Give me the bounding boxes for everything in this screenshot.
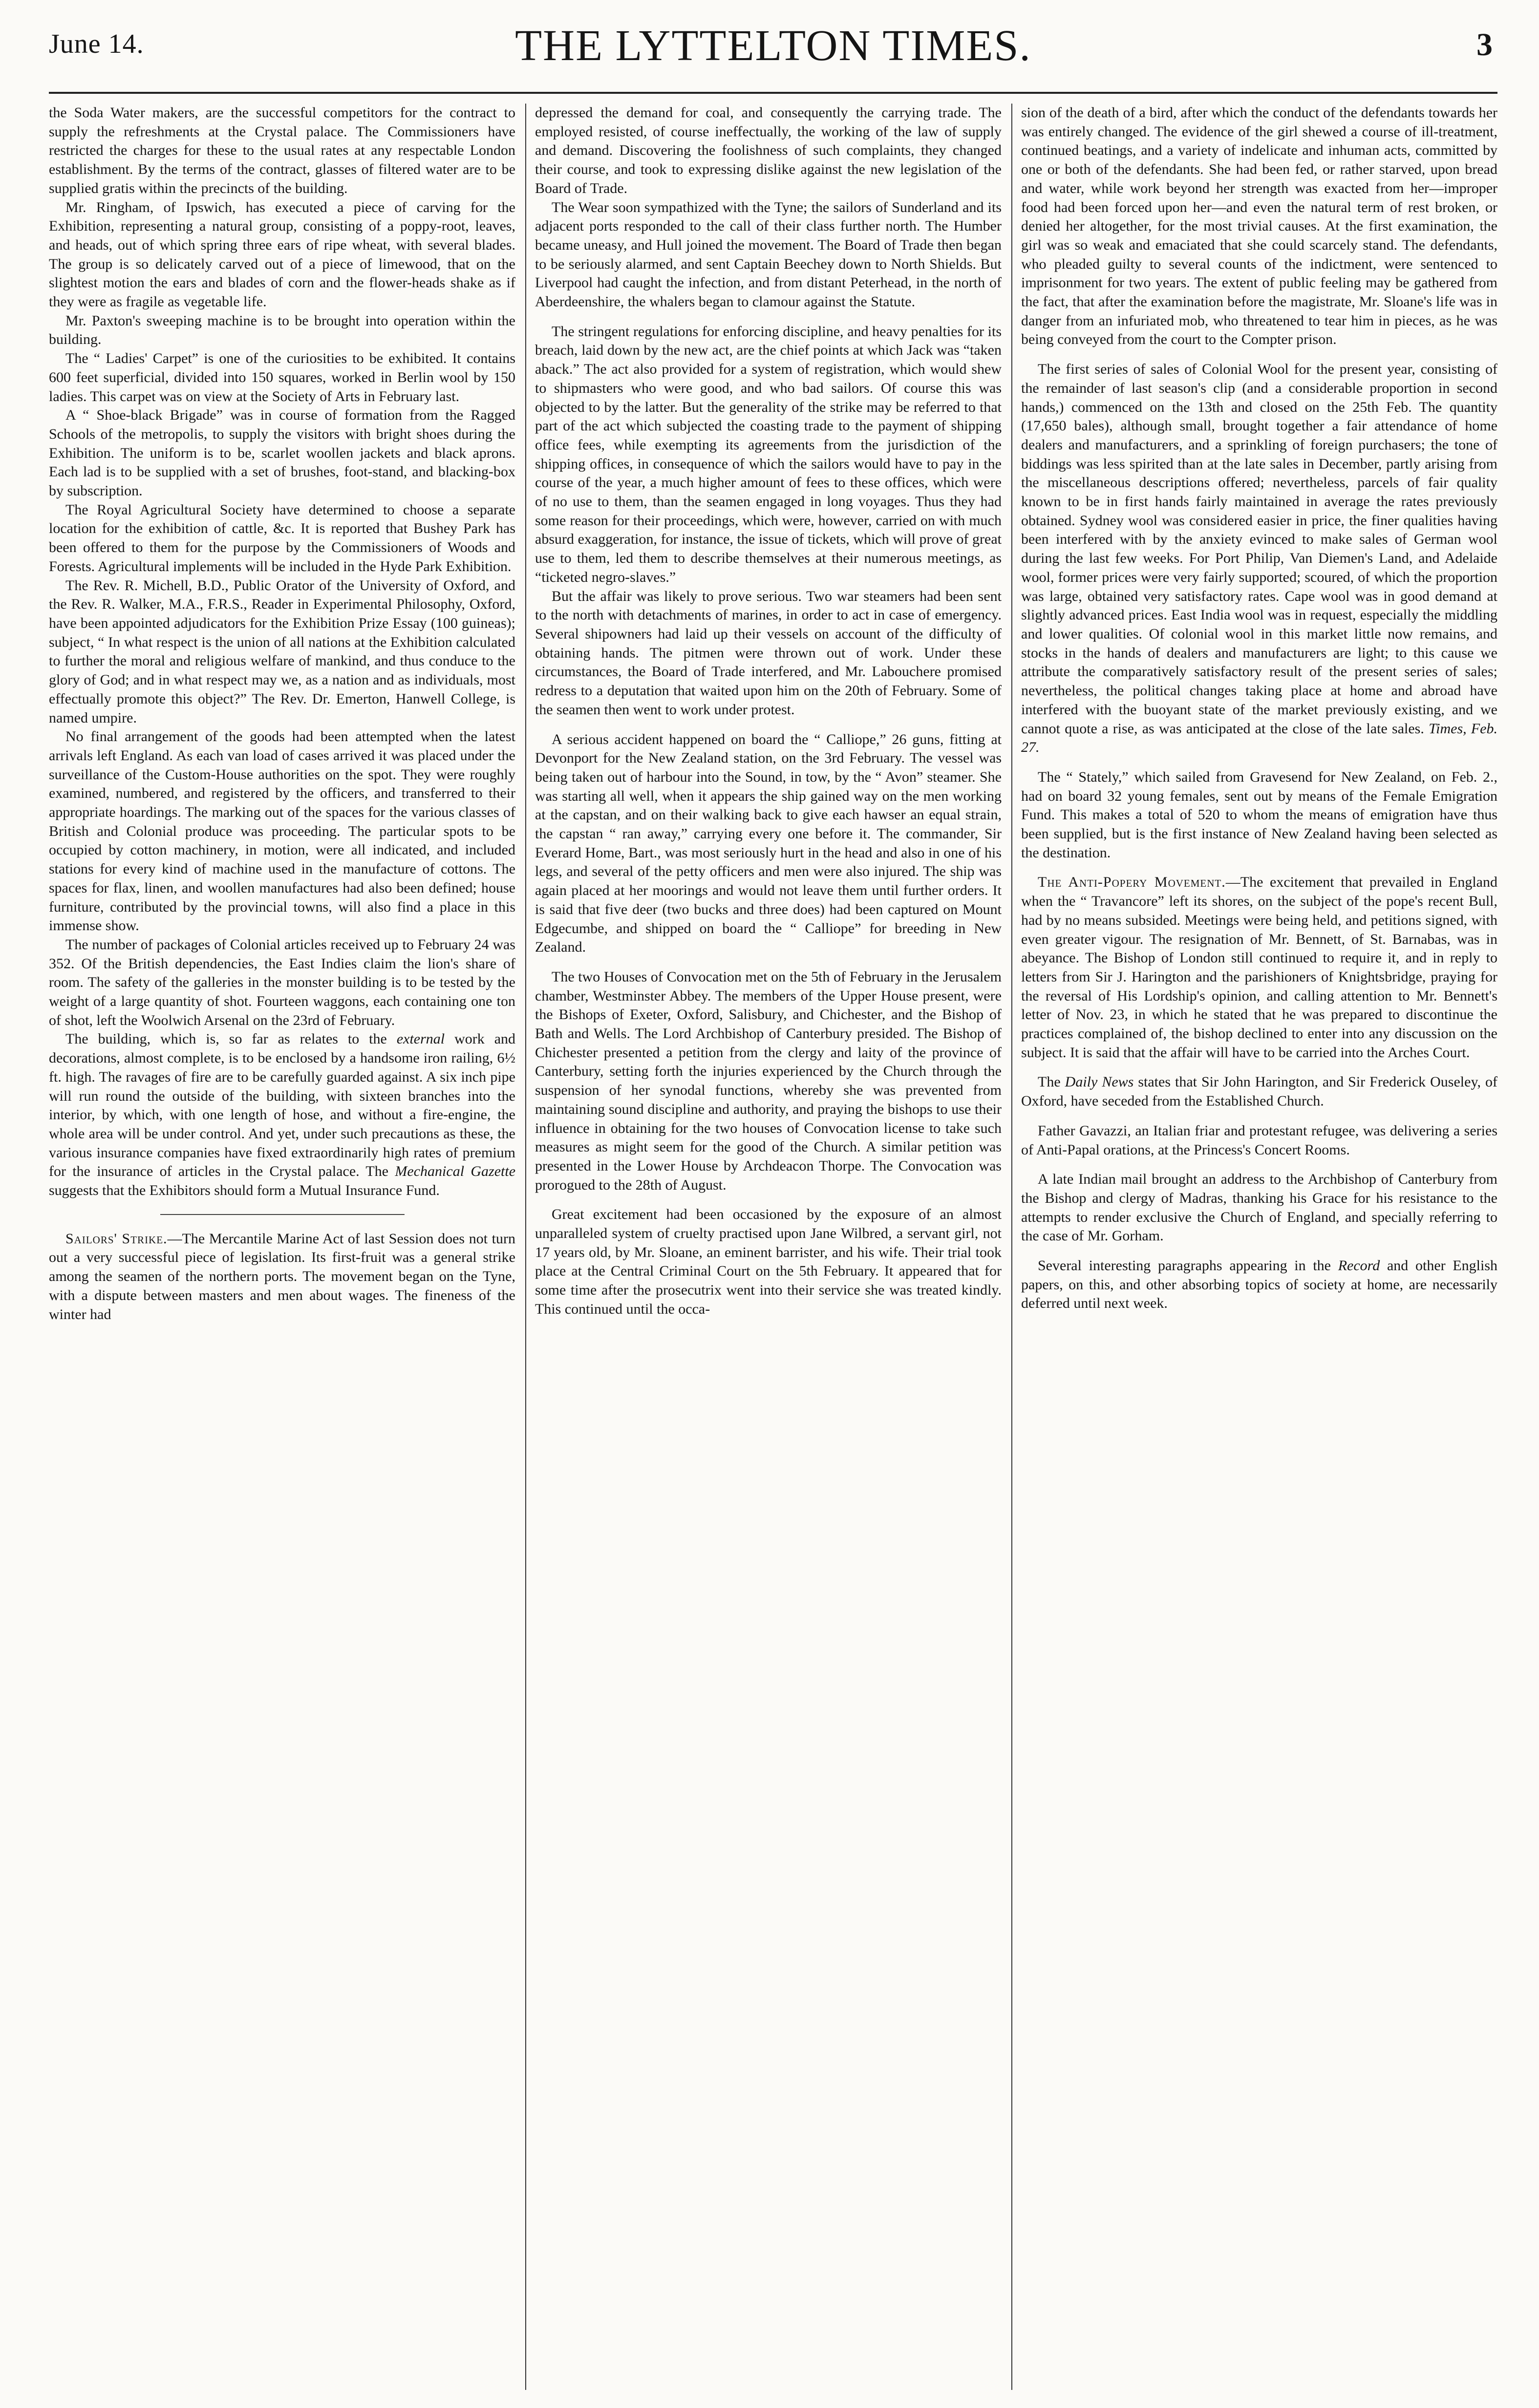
- section-heading: The Anti-Popery Movement.: [1038, 874, 1226, 891]
- article-sailors-strike: Sailors' Strike.—The Mercantile Marine Act of last Session does not turn out a very successful piece of legislation. Its first-fruit was a general strike among the seamen of the northern ports. The movement began on the Tyne, with a dispute between masters and men about wages. The fineness of the winter had: [49, 1230, 515, 1322]
- article-strike-continued: depressed the demand for coal, and consequently the carrying trade. The employed resisted, of course ineffectually, the working of the law of supply and demand. Discovering the foolishness of such complaints, they changed their course, and took to expressing dislike against the new legislation of the Board of Trade.: [535, 105, 1002, 196]
- masthead-rule: [49, 92, 1497, 94]
- article-indian-mail: A late Indian mail brought an address to the Archbishop of Canterbury from the Bishop and clergy of Madras, thanking his Grace for his resistance to the attempts to render exclusive the Church of England, and specially referring to the case of Mr. Gorham.: [1021, 1171, 1497, 1244]
- column-rule-2: [1011, 104, 1012, 2390]
- article-prize-essay: The Rev. R. Michell, B.D., Public Orator of the University of Oxford, and the Rev. R. Walker, M.A., F.R.S., Reader in Experimental Philosophy, Oxford, have been appointed adjudicators for the Exhibition Prize Essay (100 guineas); subject, “ In what respect is the union of all nations at the Exhibition calculated to further the moral and religious welfare of mankind, and thus conduce to the glory of God; and in what respect may we, as a nation and as individuals, most effectually promote this object?” The Rev. Dr. Emerton, Hanwell College, is named umpire.: [49, 577, 515, 726]
- article-gavazzi: Father Gavazzi, an Italian friar and protestant refugee, was delivering a series of Anti-Papal orations, at the Princess's Concert Rooms.: [1021, 1122, 1497, 1158]
- column-1: [49, 104, 515, 2390]
- article-deferred-paragraphs: Several interesting paragraphs appearing in the Record and other English papers, on this, and other absorbing topics of society at home, are necessarily deferred until next week.: [1021, 1257, 1497, 1312]
- article-ringham-carving: Mr. Ringham, of Ipswich, has executed a piece of carving for the Exhibition, representing a natural group, consisting of a poppy-root, leaves, and heads, out of which spring three ears of ripe wheat, with several blades. The group is so delicately carved out of a piece of limewood, that on the slightest motion the ears and blades of corn and the flower-heads shake as if they were as fragile as vegetable life.: [49, 199, 515, 310]
- article-wear-tyne: The Wear soon sympathized with the Tyne; the sailors of Sunderland and its adjacent ports responded to the call of their class further north. The Humber became uneasy, and Hull joined the movement. The Board of Trade then began to be seriously alarmed, and sent Captain Beechey down to North Shields. But Liverpool had caught the infection, and from distant Peterhead, in the north of Aberdeenshire, the whalers began to clamour against the Statute.: [535, 199, 1002, 310]
- article-stringent-regulations: The stringent regulations for enforcing discipline, and heavy penalties for its breach, laid down by the new act, are the chief points at which Jack was “taken aback.” The act also provided for a system of registration, which would shew to shipmasters who were good, and who bad sailors. Of course this was objected to by the latter. But the generality of the strike may be referred to that part of the act which subjected the coasting trade to the payment of shipping office fees, while exempting its agreements from the jurisdiction of the shipping offices, in consequence of which the sailors would have to pay in the course of the year, a much higher amount of fees to these offices, which were of no use to them, than the seamen engaged in long voyages. Thus they had some reason for their proceedings, which were, however, carried on with much absurd exaggeration, for instance, the issue of tickets, which will prove of great use to them, led them to describe themselves at their numerous meetings, as “ticketed negro-slaves.”: [535, 323, 1002, 585]
- article-colonial-wool: The first series of sales of Colonial Wool for the present year, consisting of the remainder of last season's clip (and a considerable proportion in second hands,) commenced on the 13th and closed on the 25th Feb. The quantity (17,650 bales), although small, brought together a fair attendance of home dealers and manufacturers, and a sprinkling of foreign purchasers; the tone of biddings was less spirited than at the late sales in December, partly arising from the miscellaneous descriptions offered; nevertheless, parcels of fair quality known to be in first hands fairly maintained in average the rates previously obtained. Sydney wool was considered easier in price, the finer qualities having been interfered with by the anxiety evinced to make sales of German wool during the last few weeks. For Port Philip, Van Diemen's Land, and Adelaide wool, former prices were very fairly supported; scoured, of which the proportion was large, obtained very satisfactory rates. Cape wool was in good demand at slightly advanced prices. East India wool was in request, especially the middling and lower qualities. Of colonial wool in this market little now remains, and stocks in the hands of dealers and manufacturers are light; to this cause we attribute the comparatively satisfactory result of the present series of sales; nevertheless, the political changes taking place at home and abroad have interfered with the buoyant state of the market previously existing, and we cannot quote a rise, as was anticipated at the close of the late sales. Times, Feb. 27.: [1021, 361, 1497, 756]
- article-agricultural-society: The Royal Agricultural Society have determined to choose a separate location for the exhibition of cattle, &c. It is reported that Bushey Park has been offered to them for the purpose by the Commissioners of Woods and Forests. Agricultural implements will be included in the Hyde Park Exhibition.: [49, 501, 515, 575]
- column-rule-1: [525, 104, 526, 2390]
- article-source: Times, Feb. 27.: [1021, 720, 1497, 756]
- section-heading: Sailors' Strike.: [65, 1230, 168, 1247]
- article-convocation: The two Houses of Convocation met on the 5th of February in the Jerusalem chamber, Westminster Abbey. The members of the Upper House present, were the Bishops of Exeter, Oxford, Salisbury, and Chichester, and the Bishop of Bath and Wells. The Lord Archbishop of Canterbury presided. The Bishop of Chichester presented a petition from the clergy and laity of the province of Canterbury, setting forth the injuries experienced by the Church through the suspension of her synodal functions, whereby she was prevented from maintaining sound discipline and authority, and praying the bishops to use their influence in obtaining for the two houses of Convocation license to take such measures as might seem for the good of the Church. A similar petition was presented in the Lower House by Archdeacon Thorpe. The Convocation was prorogued to the 28th of August.: [535, 968, 1002, 1193]
- article-paxton-machine: Mr. Paxton's sweeping machine is to be brought into operation within the building.: [49, 312, 515, 348]
- article-daily-news: The Daily News states that Sir John Harington, and Sir Frederick Ouseley, of Oxford, have seceded from the Established Church.: [1021, 1074, 1497, 1109]
- article-affair-serious: But the affair was likely to prove serious. Two war steamers had been sent to the north with detachments of marines, in order to act in case of emergency. Several shipowners had laid up their vessels on account of the difficulty of obtaining hands. The pitmen were thrown out of work. Under these circumstances, the Board of Trade interfered, and Mr. Labouchere promised redress to a deputation that waited upon him on the 20th of February. Some of the seamen then went to work under protest.: [535, 588, 1002, 718]
- page-number: 3: [1476, 27, 1493, 63]
- section-divider: [160, 1214, 405, 1215]
- article-ladies-carpet: The “ Ladies' Carpet” is one of the curiosities to be exhibited. It contains 600 feet superficial, divided into 150 squares, worked in Berlin wool by 150 ladies. This carpet was on view at the Society of Arts in February last.: [49, 350, 515, 405]
- article-jane-wilbred: Great excitement had been occasioned by the exposure of an almost unparalleled system of cruelty practised upon Jane Wilbred, a servant girl, not 17 years old, by Mr. Sloane, an eminent barrister, and his wife. Their trial took place at the Central Criminal Court on the 5th February. It appeared that for some time after the prosecutrix went into their service she was treated kindly. This continued until the occa-: [535, 1206, 1002, 1317]
- column-3: [1021, 104, 1497, 2390]
- article-calliope-accident: A serious accident happened on board the “ Calliope,” 26 guns, fitting at Devonport for the New Zealand station, on the 3rd February. The vessel was being taken out of harbour into the Sound, in tow, by the “ Avon” steamer. She was starting all well, when it appears the ship gained way on the men working at the capstan, and on their walking back to give each hawser an equal strain, the capstan “ ran away,” carrying every one before it. The commander, Sir Everard Home, Bart., was most seriously hurt in the head and also in one of his legs, and several of the petty officers and men were also injured. The ship was again placed at her moorings and would not leave them until further orders. It is said that five deer (two bucks and three does) had been captured on Mount Edgecumbe, and shipped on board the “ Calliope” for breeding in New Zealand.: [535, 731, 1002, 956]
- article-stately-emigration: The “ Stately,” which sailed from Gravesend for New Zealand, on Feb. 2., had on board 32 young females, sent out by means of the Female Emigration Fund. This makes a total of 520 to whom the means of emigration have thus been supplied, but is the first instance of New Zealand having been selected as the destination.: [1021, 768, 1497, 861]
- article-goods-arrangement: No final arrangement of the goods had been attempted when the latest arrivals left England. As each van load of cases arrived it was placed under the surveillance of the Custom-House authorities on the spot. They were roughly examined, numbered, and registered by the officers, and transferred to their appropriate hoardings. The marking out of the spaces for the various classes of British and Colonial produce was proceeding. The particular spots to be occupied by cotton machinery, in motion, were all indicated, and included stations for every kind of machine used in the manufacture of cottons. The spaces for flax, linen, and woollen manufactures had also been defined; house furniture, contributed by the provincial towns, will also find a place in this immense show.: [49, 728, 515, 934]
- masthead: [49, 18, 1497, 86]
- article-shoe-black-brigade: A “ Shoe-black Brigade” was in course of formation from the Ragged Schools of the metropolis, to supply the visitors with bright shoes during the Exhibition. The uniform is to be, scarlet woollen jackets and black aprons. Each lad is to be supplied with a set of brushes, foot-stand, and blacking-box by subscription.: [49, 407, 515, 499]
- issue-date: June 14.: [49, 29, 144, 59]
- article-anti-popery: The Anti-Popery Movement.—The excitement that prevailed in England when the “ Travancore” left its shores, on the subject of the pope's recent Bull, had by no means subsided. Meetings were being held, and petitions signed, with even greater vigour. The resignation of Mr. Bennett, of St. Barnabas, was in abeyance. The Bishop of London still continued to require it, and in reply to letters from Sir J. Harington and the parishioners of Knightsbridge, praying for the reversal of His Lordship's opinion, and calling attention to Mr. Bennett's letter of Nov. 23, in which he stated that he was prepared to discontinue the practices complained of, the bishop declined to enter into any discussion on the subject. It is said that the affair will have to be carried into the Arches Court.: [1021, 874, 1497, 1061]
- article-building-insurance: The building, which is, so far as relates to the external work and decorations, almost complete, is to be enclosed by a handsome iron railing, 6½ ft. high. The ravages of fire are to be carefully guarded against. A six inch pipe will run round the outside of the building, with sixteen branches into the interior, by which, with one length of hose, and without a fire-engine, the whole area will be under control. And yet, under such precautions as these, the various insurance companies have fixed extraordinarily high rates of premium for the insurance of articles in the Crystal palace. The Mechanical Gazette suggests that the Exhibitors should form a Mutual Insurance Fund.: [49, 1031, 515, 1199]
- article-wilbred-continued: sion of the death of a bird, after which the conduct of the defendants towards her was entirely changed. The evidence of the girl shewed a course of ill-treatment, continued beatings, and a variety of indelicate and inhuman acts, committed by one or both of the defendants. She had been fed, or rather starved, upon bread and water, while work beyond her strength was exacted from her—improper food had been forced upon her—and even the natural term of rest broken, or denied her altogether, for the most trivial causes. At the first examination, the girl was so weak and emaciated that she could scarcely stand. The defendants, who pleaded guilty to several counts of the indictment, were sentenced to imprisonment for two years. The extent of public feeling may be gathered from the fact, that after the examination before the magistrate, Mr. Sloane's life was in danger from an infuriated mob, who threatened to tear him in pieces, as he was being conveyed from the court to the Compter prison.: [1021, 105, 1497, 348]
- article-colonial-packages: The number of packages of Colonial articles received up to February 24 was 352. Of the British dependencies, the East Indies claim the lion's share of room. The safety of the galleries in the monster building is to be tested by the weight of a large quantity of shot. Fourteen waggons, each containing one ton of shot, left the Woolwich Arsenal on the 23rd of February.: [49, 936, 515, 1028]
- column-2: [535, 104, 1002, 2390]
- article-soda-water: the Soda Water makers, are the successful competitors for the contract to supply the refreshments at the Crystal palace. The Commissioners have restricted the charges for these to the usual rates at any respectable London establishment. By the terms of the contract, glasses of filtered water are to be supplied gratis within the precincts of the building.: [49, 105, 515, 196]
- newspaper-title: THE LYTTELTON TIMES.: [515, 21, 1031, 70]
